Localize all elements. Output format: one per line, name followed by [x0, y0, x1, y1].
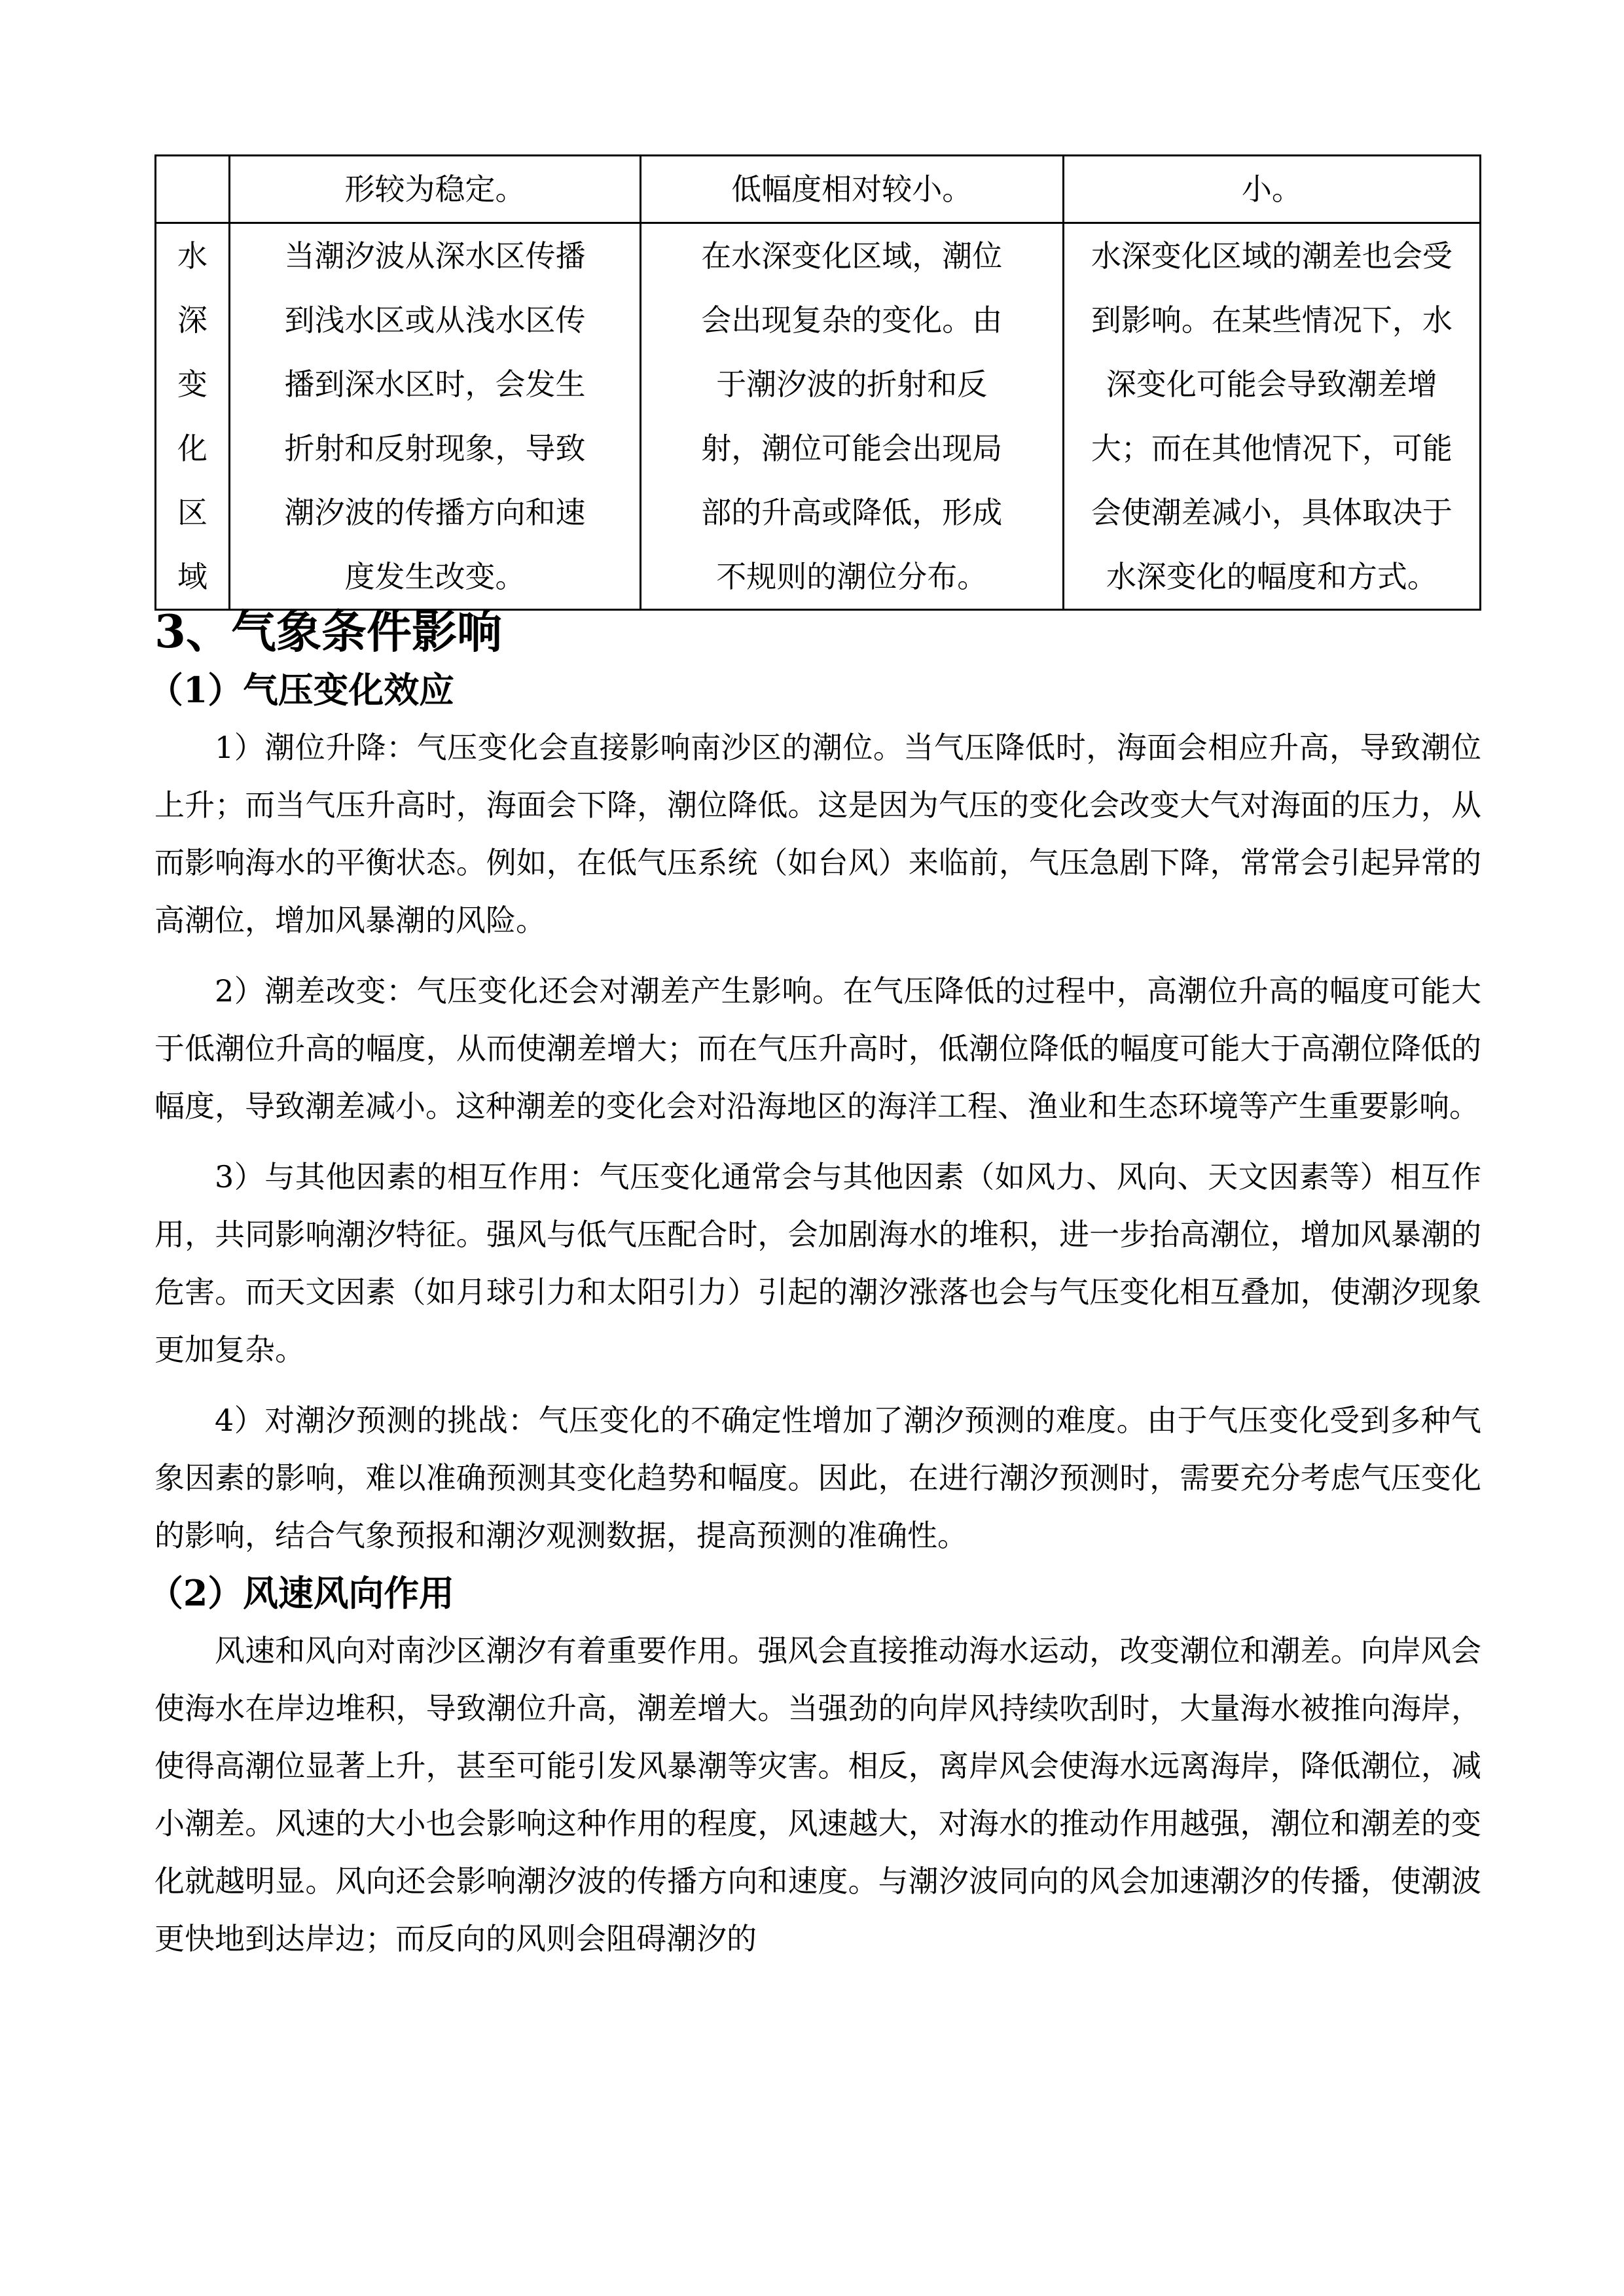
- cell-line: 低幅度相对较小。: [731, 171, 973, 207]
- cell-tide-level: [640, 156, 1063, 223]
- tide-factor-table: [154, 154, 1481, 611]
- cell-line: 折射和反射现象，导致: [284, 431, 586, 466]
- cell-line: 水深变化区域的潮差也会受: [1091, 238, 1453, 274]
- cell-line: 会使潮差减小，具体取决于: [1091, 495, 1453, 530]
- cell-line: 到影响。在某些情况下，水: [1091, 302, 1453, 338]
- section-heading: 3、气象条件影响: [154, 605, 503, 658]
- cell-line: 潮汐波的传播方向和速: [284, 495, 586, 530]
- table-row-depth-change: [156, 223, 1481, 610]
- cell-line: 水深变化的幅度和方式。: [1106, 559, 1437, 594]
- row-label-char: 变: [177, 367, 208, 402]
- cell-line: 形较为稳定。: [344, 171, 526, 207]
- cell-line: 播到深水区时，会发生: [284, 367, 586, 402]
- subsection-heading-wind: （2）风速风向作用: [148, 1572, 454, 1614]
- cell-propagation: [230, 156, 641, 223]
- row-label-char: 区: [177, 495, 208, 530]
- document-body: [148, 603, 1481, 1967]
- row-label-char: 化: [177, 431, 208, 466]
- cell-line: 会出现复杂的变化。由: [701, 302, 1003, 338]
- cell-line: 深变化可能会导致潮差增: [1106, 367, 1437, 402]
- row-label-char: 深: [177, 302, 208, 338]
- row-label-cell: [156, 223, 230, 610]
- cell-tide-range: [1063, 156, 1480, 223]
- cell-line: 部的升高或降低，形成: [701, 495, 1003, 530]
- paragraph: 4）对潮汐预测的挑战：气压变化的不确定性增加了潮汐预测的难度。由于气压变化受到多种气象因素的影响，难以准确预测其变化趋势和幅度。因此，在进行潮汐预测时，需要充分考虑气压变化的影响，结合气象预报和潮汐观测数据，提高预测的准确性。: [154, 1403, 1481, 1553]
- table-row-continuation: [156, 156, 1481, 223]
- row-label-char: 域: [177, 559, 208, 594]
- cell-line: 小。: [1241, 171, 1302, 207]
- row-label-char: 水: [177, 238, 208, 274]
- row-label-cell: [156, 156, 230, 223]
- cell-tide-level: [640, 223, 1063, 610]
- cell-line: 度发生改变。: [344, 559, 526, 594]
- paragraph: 1）潮位升降：气压变化会直接影响南沙区的潮位。当气压降低时，海面会相应升高，导致潮位上升；而当气压升高时，海面会下降，潮位降低。这是因为气压的变化会改变大气对海面的压力，从而影响海水的平衡状态。例如，在低气压系统（如台风）来临前，气压急剧下降，常常会引起异常的高潮位，增加风暴潮的风险。: [154, 730, 1481, 938]
- paragraph: 2）潮差改变：气压变化还会对潮差产生影响。在气压降低的过程中，高潮位升高的幅度可能大于低潮位升高的幅度，从而使潮差增大；而在气压升高时，低潮位降低的幅度可能大于高潮位降低的幅度，导致潮差减小。这种潮差的变化会对沿海地区的海洋工程、渔业和生态环境等产生重要影响。: [154, 973, 1481, 1124]
- paragraph: 3）与其他因素的相互作用：气压变化通常会与其他因素（如风力、风向、天文因素等）相互作用，共同影响潮汐特征。强风与低气压配合时，会加剧海水的堆积，进一步抬高潮位，增加风暴潮的危害。而天文因素（如月球引力和太阳引力）引起的潮汐涨落也会与气压变化相互叠加，使潮汐现象更加复杂。: [154, 1159, 1481, 1367]
- cell-line: 射，潮位可能会出现局: [701, 431, 1003, 466]
- subsection-heading-pressure: （1）气压变化效应: [148, 669, 454, 711]
- cell-line: 当潮汐波从深水区传播: [284, 238, 586, 274]
- cell-line: 在水深变化区域，潮位: [701, 238, 1003, 274]
- cell-propagation: [230, 223, 641, 610]
- cell-tide-range: [1063, 223, 1480, 610]
- paragraph: 风速和风向对南沙区潮汐有着重要作用。强风会直接推动海水运动，改变潮位和潮差。向岸风会使海水在岸边堆积，导致潮位升高，潮差增大。当强劲的向岸风持续吹刮时，大量海水被推向海岸，使得高潮位显著上升，甚至可能引发风暴潮等灾害。相反，离岸风会使海水远离海岸，降低潮位，减小潮差。风速的大小也会影响这种作用的程度，风速越大，对海水的推动作用越强，潮位和潮差的变化就越明显。风向还会影响潮汐波的传播方向和速度。与潮汐波同向的风会加速潮汐的传播，使潮波更快地到达岸边；而反向的风则会阻碍潮汐的: [154, 1633, 1481, 1956]
- cell-line: 于潮汐波的折射和反: [716, 367, 988, 402]
- cell-line: 不规则的潮位分布。: [716, 559, 988, 594]
- cell-line: 到浅水区或从浅水区传: [284, 302, 586, 338]
- cell-line: 大；而在其他情况下，可能: [1091, 431, 1453, 466]
